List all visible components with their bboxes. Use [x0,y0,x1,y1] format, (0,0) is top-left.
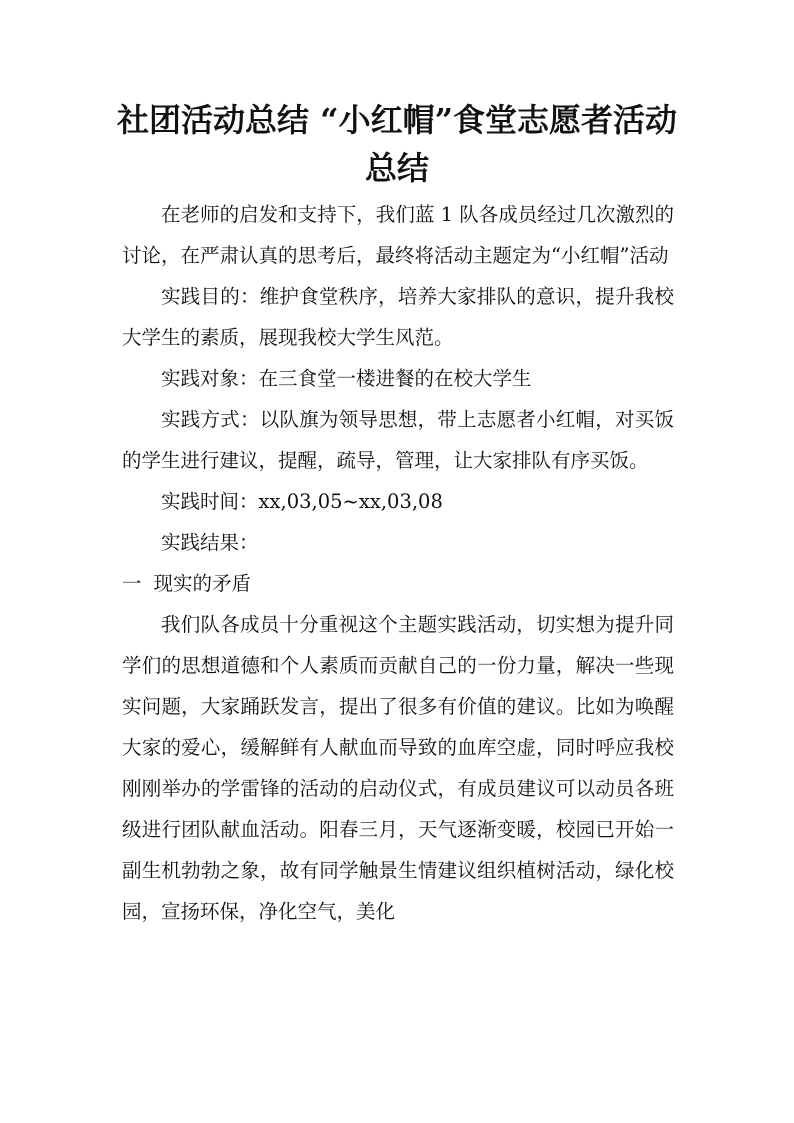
paragraph-method: 实践方式：以队旗为领导思想，带上志愿者小红帽，对买饭的学生进行建议，提醒，疏导，管理，让大家排队有序买饭。 [122,408,674,472]
paragraph-intro: 在老师的启发和支持下，我们蓝 1 队各成员经过几次激烈的讨论，在严肃认真的思考后，最终将活动主题定为“小红帽”活动 [122,203,674,267]
document-title: 社团活动总结 “小红帽”食堂志愿者活动总结 [117,101,677,187]
paragraph-time: 实践时间：xx,03,05~xx,03,08 [161,490,443,513]
document-body [122,194,674,932]
section-heading [122,563,674,604]
paragraph-section-body: 我们队各成员十分重视这个主题实践活动，切实想为提升同学们的思想道德和个人素质而贡献自己的一份力量，解决一些现实问题，大家踊跃发言，提出了很多有价值的建议。比如为唤醒大家的爱心，缓解鲜有人献血而导致的血库空虚，同时呼应我校刚刚举办的学雷锋的活动的启动仪式，有成员建议可以动员各班级进行团队献血活动。阳春三月，天气逐渐变暖，校园已开始一副生机勃勃之象，故有同学触景生情建议组织植树活动，绿化校园，宣扬环保，净化空气，美化 [122,613,674,923]
section-number: 一 [122,572,142,595]
paragraph-result-label: 实践结果： [161,531,259,554]
paragraph-target: 实践对象：在三食堂一楼进餐的在校大学生 [161,367,532,390]
section-heading-text: 现实的矛盾 [153,572,252,595]
paragraph-purpose: 实践目的：维护食堂秩序，培养大家排队的意识，提升我校大学生的素质，展现我校大学生风范。 [122,285,674,349]
